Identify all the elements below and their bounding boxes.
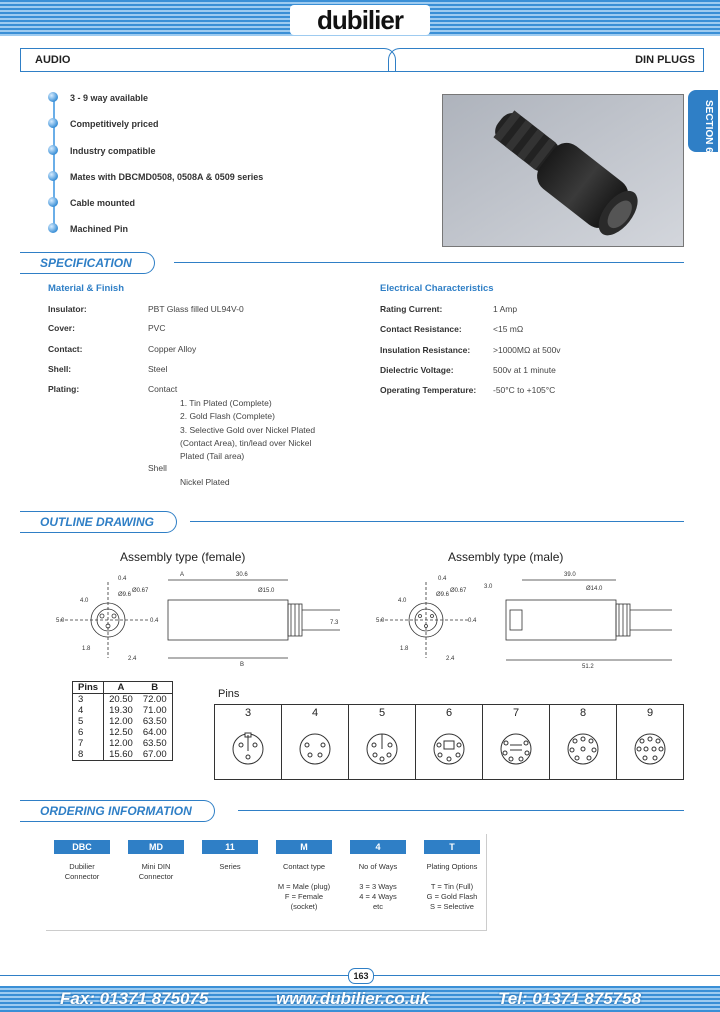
feature-item: Mates with DBCMD0508, 0508A & 0509 series	[42, 167, 263, 193]
footer-website-link[interactable]: www.dubilier.co.uk	[276, 989, 430, 1008]
feature-item: Machined Pin	[42, 219, 263, 245]
dim-label: A	[180, 572, 185, 578]
shell-label: Shell	[148, 463, 167, 473]
female-assembly-title: Assembly type (female)	[120, 550, 246, 564]
section-tab-label: SECTION 6	[703, 100, 714, 153]
ordering-information-heading: ORDERING INFORMATION	[20, 800, 684, 822]
order-desc: Plating Options T = Tin (Full) G = Gold Flash S = Selective	[426, 862, 478, 911]
table-header: Pins	[73, 682, 104, 694]
feature-list	[42, 88, 263, 246]
order-desc: Dubilier Connector	[64, 862, 100, 881]
spec-value: Copper Alloy	[148, 344, 197, 354]
table-row: 3 20.50 72.00	[73, 694, 173, 706]
dim-label: 4.0	[80, 598, 89, 604]
table-row: 7 12.00 63.50	[73, 738, 173, 749]
spec-value: PBT Glass filled UL94V-0	[148, 304, 244, 314]
spec-value: 1 Amp	[493, 304, 518, 314]
dim-label: 7.3	[330, 620, 339, 626]
dim-label: 4.0	[398, 598, 407, 604]
din-plug-image	[443, 95, 683, 246]
bullet-icon	[48, 92, 58, 102]
order-code-type: MD	[128, 840, 184, 854]
table-row: 5 12.00 63.50	[73, 716, 173, 727]
dim-label: 0.4	[150, 618, 159, 624]
order-code-series: 11	[202, 840, 258, 854]
bullet-icon	[48, 171, 58, 181]
female-outline-drawing	[50, 566, 350, 670]
table-row: 8 15.60 67.00	[73, 749, 173, 761]
spec-label: Contact:	[48, 344, 83, 354]
page-number: 163	[348, 968, 374, 984]
table-header: A	[104, 682, 138, 694]
dim-label: Ø15.0	[258, 588, 275, 594]
dim-label: 5.0	[56, 618, 65, 624]
dim-label: 0.4	[468, 618, 477, 624]
spec-value: -50°C to +105°C	[493, 385, 556, 395]
spec-value: >1000MΩ at 500v	[493, 345, 561, 355]
table-header: B	[138, 682, 172, 694]
footer-fax: Fax: 01371 875075	[60, 989, 209, 1008]
spec-label: Cover:	[48, 323, 75, 333]
specification-heading: SPECIFICATION	[20, 252, 684, 274]
pins-label: Pins	[218, 688, 240, 700]
footer-contacts	[0, 986, 720, 1012]
dim-label: B	[240, 662, 245, 668]
spec-label: Dielectric Voltage:	[380, 365, 454, 375]
spec-label: Operating Temperature:	[380, 385, 477, 395]
dim-label: 0.4	[118, 576, 127, 582]
pin-layout-7: 7	[483, 705, 550, 779]
dim-label: 1.8	[400, 646, 409, 652]
dim-label: Ø0.67	[450, 588, 467, 594]
section-tab	[688, 90, 718, 152]
dim-label: Ø9.6	[118, 592, 132, 598]
dim-label: 39.0	[564, 572, 576, 578]
material-title: Material & Finish	[48, 283, 125, 294]
dim-label: 0.4	[438, 576, 447, 582]
feature-item: Cable mounted	[42, 193, 263, 219]
order-desc: No of Ways 3 = 3 Ways 4 = 4 Ways etc	[358, 862, 398, 911]
spec-value: Steel	[148, 364, 168, 374]
pin-layout-9: 9	[617, 705, 683, 779]
electrical-title: Electrical Characteristics	[380, 283, 494, 294]
dim-label: 51.2	[582, 664, 594, 670]
spec-label: Plating:	[48, 384, 80, 394]
spec-label: Contact Resistance:	[380, 324, 462, 334]
pins-dimension-table	[72, 681, 173, 761]
spec-value: Contact	[148, 384, 178, 394]
order-desc: Mini DIN Connector	[138, 862, 174, 881]
outline-drawing-heading: OUTLINE DRAWING	[20, 511, 684, 533]
product-header: DIN PLUGS	[388, 48, 704, 72]
dim-label: 2.4	[446, 656, 455, 662]
spec-label: Insulator:	[48, 304, 87, 314]
pin-layout-6: 6	[416, 705, 483, 779]
dim-label: 2.4	[128, 656, 137, 662]
pin-layout-8: 8	[550, 705, 617, 779]
dim-label: 1.8	[82, 646, 91, 652]
dubilier-logo: dubilier	[290, 5, 430, 35]
feature-item: Industry compatible	[42, 141, 263, 167]
plating-details: 1. Tin Plated (Complete) 2. Gold Flash (Complete) 3. Selective Gold over Nickel Plated (Contact Area), tin/lead over Nickel Plated (Tail area)	[180, 398, 316, 462]
order-code-contact: M	[276, 840, 332, 854]
order-desc: Series	[219, 862, 241, 871]
pin-layouts	[214, 704, 684, 780]
pin-layout-3: 3	[215, 705, 282, 779]
pin-layout-4: 4	[282, 705, 349, 779]
dim-label: Ø14.0	[586, 586, 603, 592]
spec-label: Shell:	[48, 364, 72, 374]
order-desc: Contact type M = Male (plug) F = Female (socket)	[277, 862, 331, 911]
dim-label: 5.0	[376, 618, 385, 624]
category-header: AUDIO	[20, 48, 396, 72]
shell-value: Nickel Plated	[180, 477, 230, 487]
order-code-plating: T	[424, 840, 480, 854]
spec-value: PVC	[148, 323, 166, 333]
feature-item: 3 - 9 way available	[42, 88, 263, 114]
male-assembly-title: Assembly type (male)	[448, 550, 564, 564]
order-code-ways: 4	[350, 840, 406, 854]
bullet-icon	[48, 145, 58, 155]
table-row: 6 12.50 64.00	[73, 727, 173, 738]
spec-label: Insulation Resistance:	[380, 345, 471, 355]
pin-layout-5: 5	[349, 705, 416, 779]
product-photo	[442, 94, 684, 247]
spec-value: <15 mΩ	[493, 324, 524, 334]
spec-label: Rating Current:	[380, 304, 443, 314]
bullet-icon	[48, 118, 58, 128]
bullet-icon	[48, 197, 58, 207]
spec-value: 500v at 1 minute	[493, 365, 556, 375]
dim-label: Ø0.67	[132, 588, 149, 594]
footer-tel: Tel: 01371 875758	[498, 989, 642, 1008]
male-outline-drawing	[372, 566, 684, 670]
dim-label: 30.6	[236, 572, 248, 578]
bullet-icon	[48, 223, 58, 233]
table-row: 4 19.30 71.00	[73, 705, 173, 716]
dim-label: Ø9.6	[436, 592, 450, 598]
dim-label: 3.0	[484, 584, 493, 590]
order-code-prefix: DBC	[54, 840, 110, 854]
feature-item: Competitively priced	[42, 114, 263, 140]
